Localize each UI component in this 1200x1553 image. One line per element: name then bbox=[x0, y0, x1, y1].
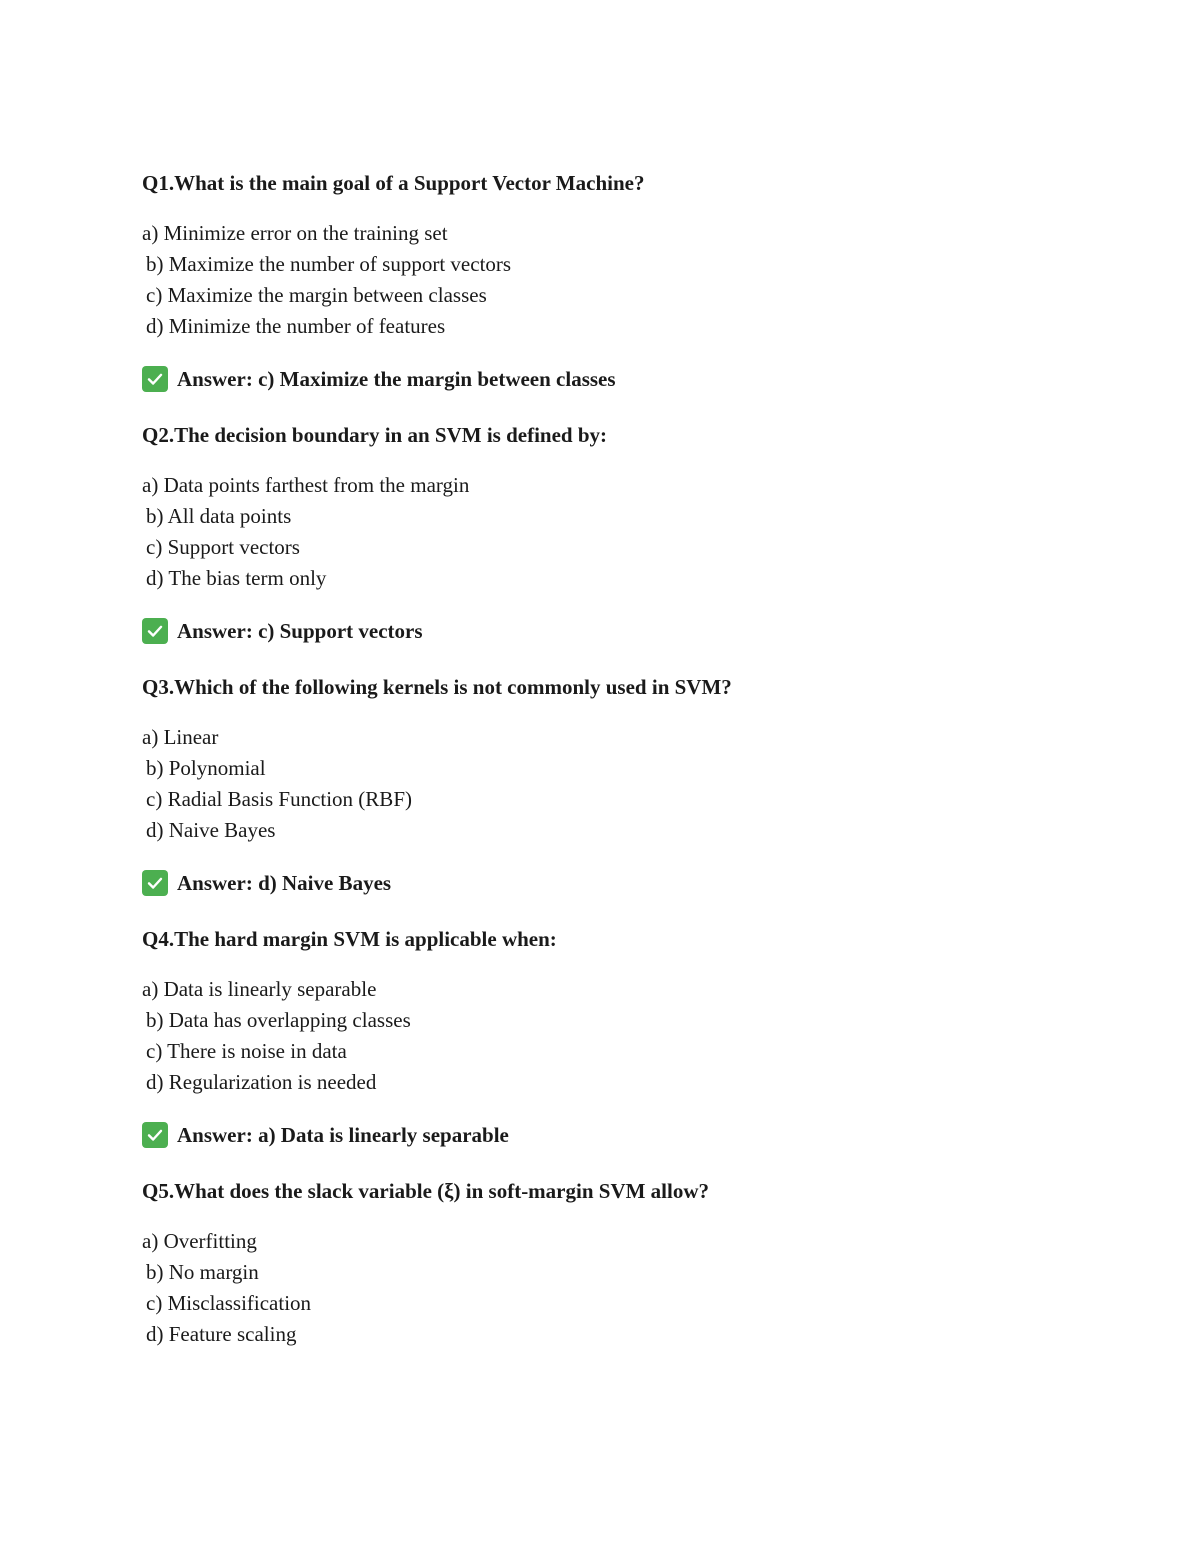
option-b: b) Data has overlapping classes bbox=[146, 1008, 411, 1032]
answer-text: Answer: c) Support vectors bbox=[177, 619, 423, 643]
answer-line bbox=[142, 614, 1102, 648]
answer-text: Answer: a) Data is linearly separable bbox=[177, 1123, 509, 1147]
answer-line bbox=[142, 866, 1102, 900]
option-a: a) Data is linearly separable bbox=[142, 977, 377, 1001]
question-title: Q2.The decision boundary in an SVM is defined by: bbox=[142, 423, 608, 447]
answer-text: Answer: c) Maximize the margin between classes bbox=[177, 367, 616, 391]
check-mark-icon bbox=[142, 366, 168, 392]
question-block-4 bbox=[142, 922, 1102, 1152]
option-a: a) Data points farthest from the margin bbox=[142, 473, 470, 497]
question-title: Q3.Which of the following kernels is not commonly used in SVM? bbox=[142, 675, 732, 699]
option-a: a) Linear bbox=[142, 725, 219, 749]
option-b: b) No margin bbox=[146, 1260, 259, 1284]
question-block-1 bbox=[142, 166, 1102, 396]
question-title: Q5.What does the slack variable (ξ) in soft-margin SVM allow? bbox=[142, 1179, 710, 1203]
question-title: Q1.What is the main goal of a Support Vector Machine? bbox=[142, 171, 645, 195]
option-a: a) Overfitting bbox=[142, 1229, 257, 1253]
option-c: c) Misclassification bbox=[146, 1291, 312, 1315]
option-c: c) There is noise in data bbox=[146, 1039, 347, 1063]
question-block-5 bbox=[142, 1174, 1102, 1350]
question-block-2 bbox=[142, 418, 1102, 648]
option-d: d) The bias term only bbox=[146, 566, 327, 590]
check-mark-icon bbox=[142, 1122, 168, 1148]
option-c: c) Support vectors bbox=[146, 535, 300, 559]
option-b: b) Polynomial bbox=[146, 756, 266, 780]
answer-line bbox=[142, 362, 1102, 396]
option-a: a) Minimize error on the training set bbox=[142, 221, 448, 245]
option-d: d) Minimize the number of features bbox=[146, 314, 446, 338]
option-b: b) All data points bbox=[146, 504, 292, 528]
answer-text: Answer: d) Naive Bayes bbox=[177, 871, 392, 895]
option-d: d) Feature scaling bbox=[146, 1322, 297, 1346]
option-c: c) Radial Basis Function (RBF) bbox=[146, 787, 412, 811]
option-d: d) Naive Bayes bbox=[146, 818, 276, 842]
question-title: Q4.The hard margin SVM is applicable when: bbox=[142, 927, 557, 951]
check-mark-icon bbox=[142, 618, 168, 644]
option-d: d) Regularization is needed bbox=[146, 1070, 377, 1094]
answer-line bbox=[142, 1118, 1102, 1152]
question-block-3 bbox=[142, 670, 1102, 900]
option-c: c) Maximize the margin between classes bbox=[146, 283, 487, 307]
check-mark-icon bbox=[142, 870, 168, 896]
quiz-document bbox=[142, 166, 1102, 1372]
option-b: b) Maximize the number of support vectors bbox=[146, 252, 512, 276]
